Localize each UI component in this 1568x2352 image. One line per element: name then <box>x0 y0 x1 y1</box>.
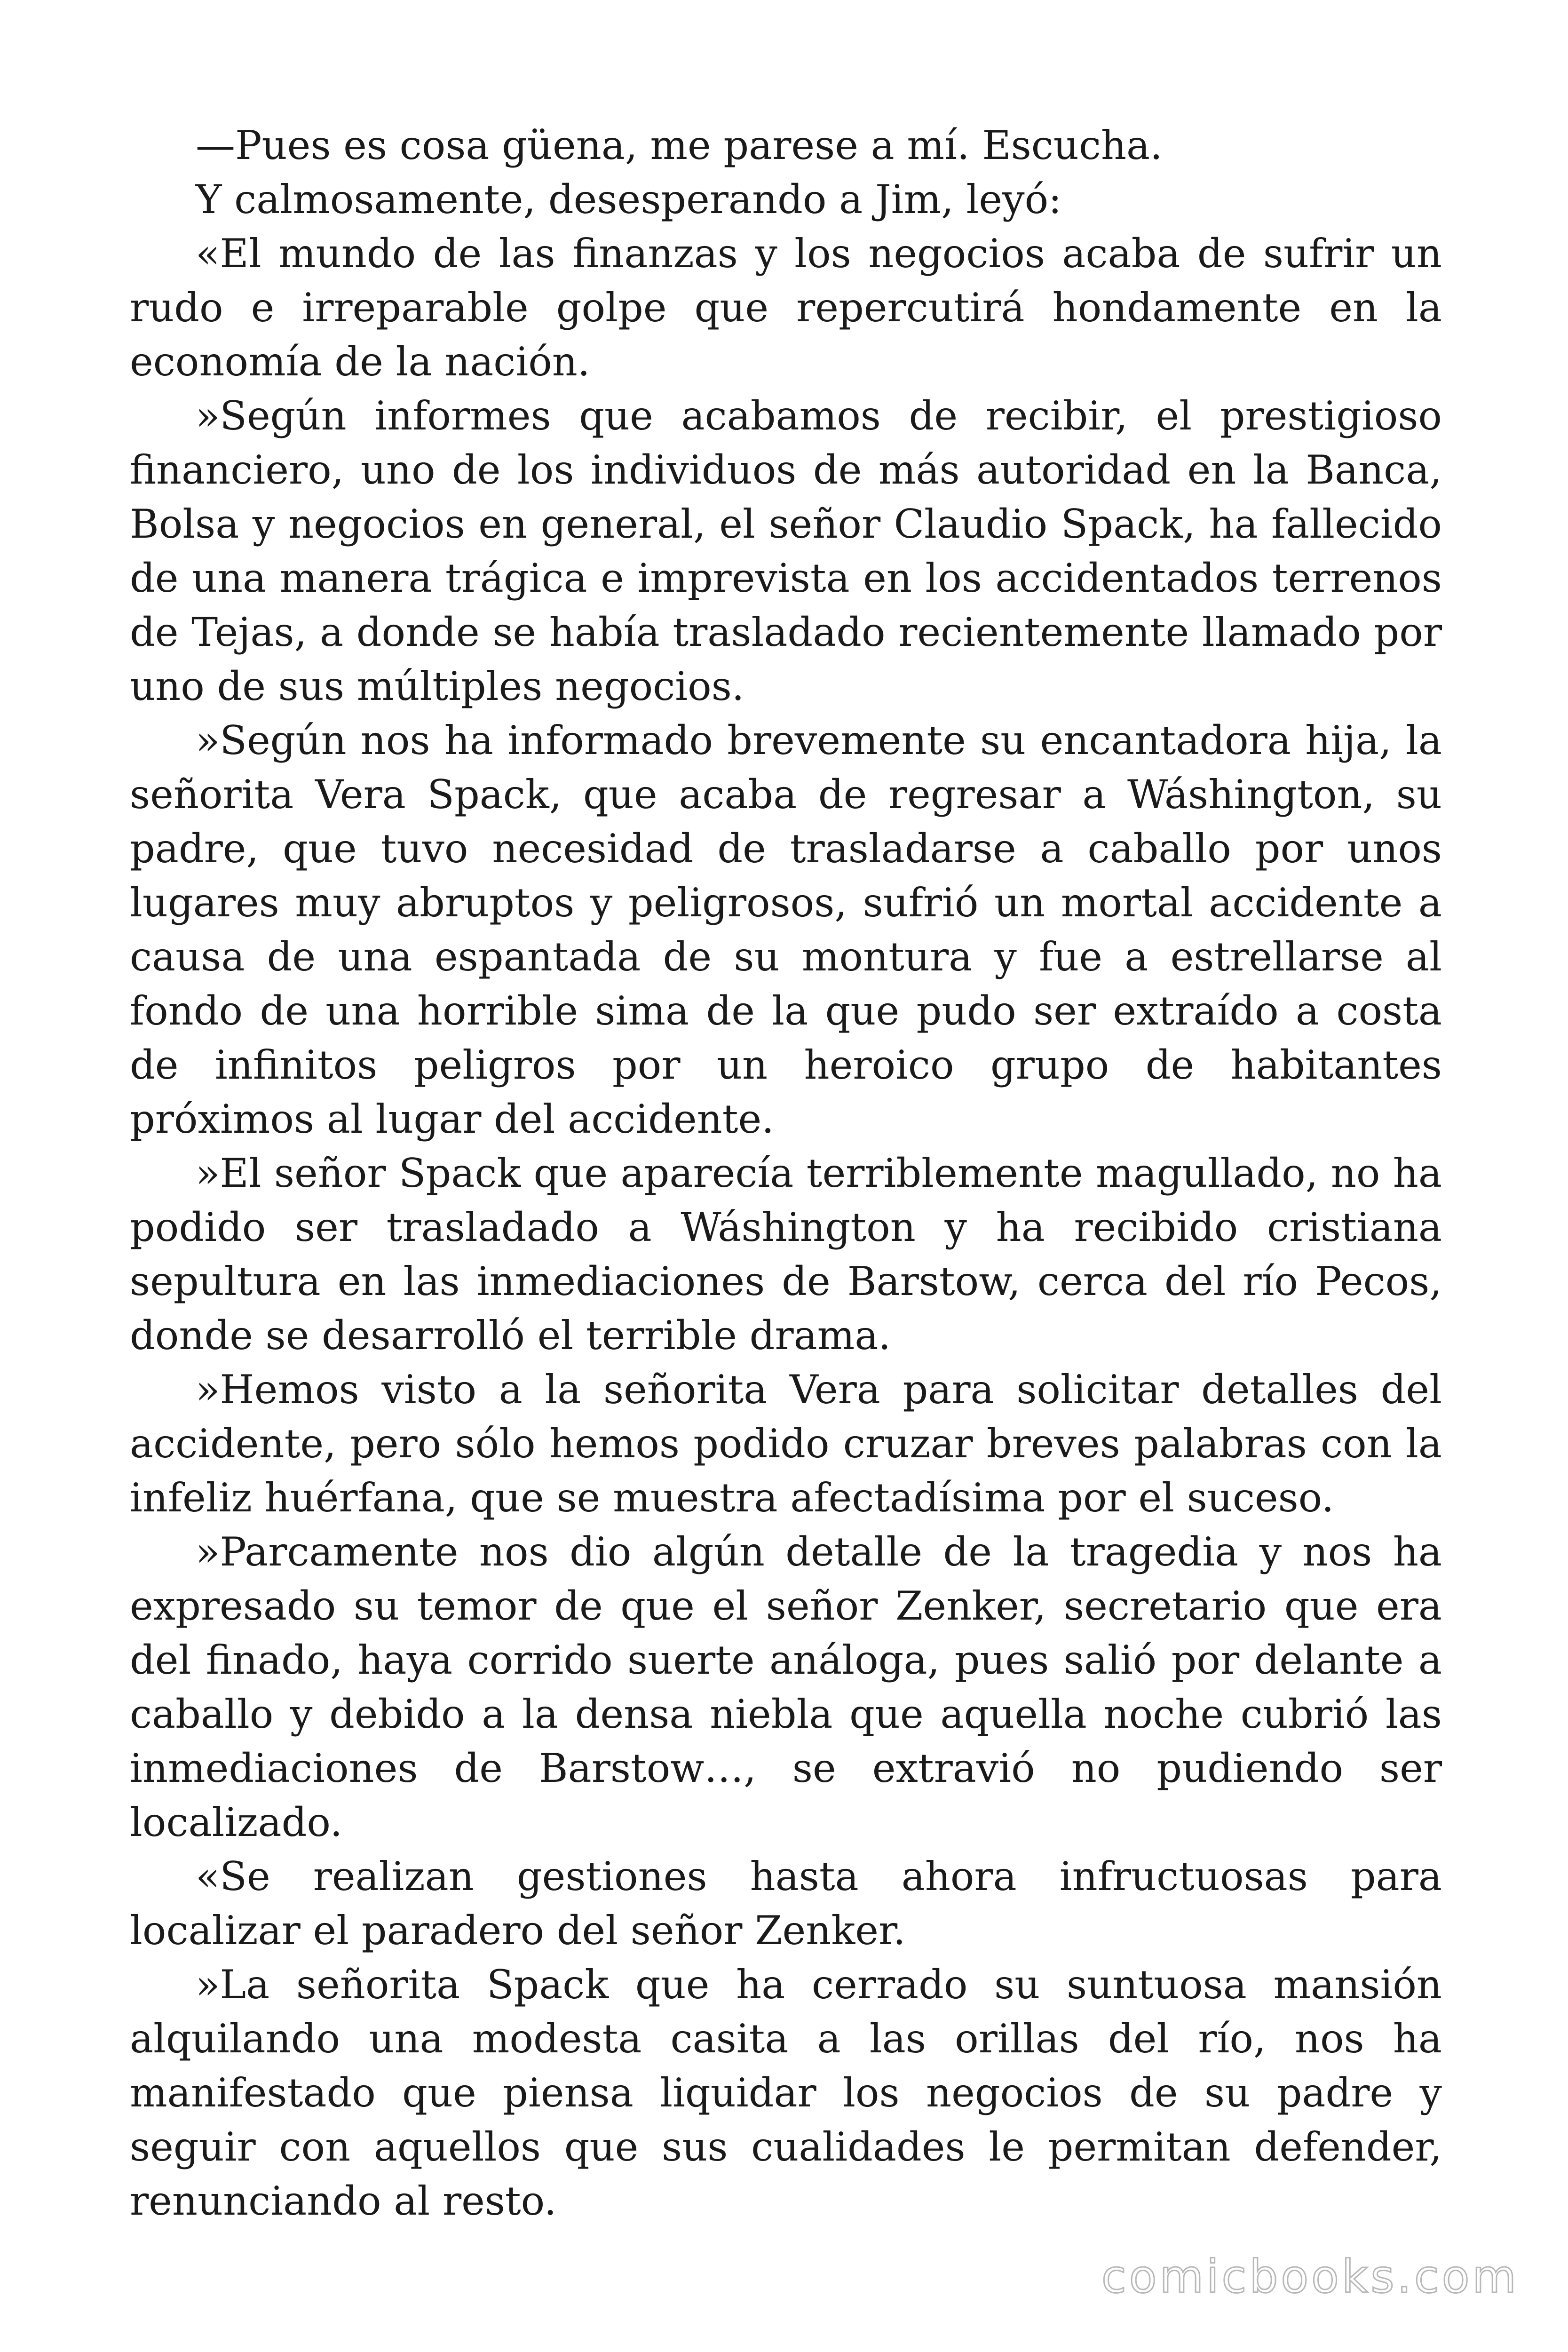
body-text <box>130 119 1442 2228</box>
paragraph-5: »Según nos ha informado brevemente su encantadora hija, la señorita Vera Spack, que acaba de regresar a Wáshington, su padre, que tuvo necesidad de trasladarse a caballo por unos lugares muy abruptos y peligrosos, sufrió un mortal accidente a causa de una espantada de su montura y fue a estrellarse al fondo de una horrible sima de la que pudo ser extraído a costa de infinitos peligros por un heroico grupo de habitantes próximos al lugar del accidente. <box>130 717 1442 1142</box>
site-watermark: comicbooks.com <box>1101 2250 1519 2303</box>
paragraph-3: «El mundo de las finanzas y los negocios acaba de sufrir un rudo e irreparable golpe que repercutirá hondamente en la economía de la nación. <box>130 230 1442 385</box>
paragraph-10: »La señorita Spack que ha cerrado su suntuosa mansión alquilando una modesta casita a las orillas del río, nos ha manifestado que piensa liquidar los negocios de su padre y seguir con aquellos que sus cualidades le permitan defender, renunciando al resto. <box>130 1962 1442 2224</box>
paragraph-8: »Parcamente nos dio algún detalle de la tragedia y nos ha expresado su temor de que el señor Zenker, secretario que era del finado, haya corrido suerte análoga, pues salió por delante a caballo y debido a la densa niebla que aquella noche cubrió las inmediaciones de Barstow…, se extravió no pudiendo ser localizado. <box>130 1529 1442 1845</box>
paragraph-7: »Hemos visto a la señorita Vera para solicitar detalles del accidente, pero sólo hemos podido cruzar breves palabras con la infeliz huérfana, que se muestra afectadísima por el suceso. <box>130 1367 1442 1521</box>
paragraph-2: Y calmosamente, desesperando a Jim, leyó: <box>196 176 1062 222</box>
paragraph-4: »Según informes que acabamos de recibir, el prestigioso financiero, uno de los individuos de más autoridad en la Banca, Bolsa y negocios en general, el señor Claudio Spack, ha fallecido de una manera trágica e imprevista en los accidentados terrenos de Tejas, a donde se había trasladado recientemente llamado por uno de sus múltiples negocios. <box>130 393 1442 709</box>
paragraph-9: «Se realizan gestiones hasta ahora infructuosas para localizar el paradero del señor Zenker. <box>130 1853 1442 1954</box>
paragraph-1: —Pues es cosa güena, me parese a mí. Escucha. <box>196 122 1163 168</box>
paragraph-6: »El señor Spack que aparecía terriblemente magullado, no ha podido ser trasladado a Wáshington y ha recibido cristiana sepultura en las inmediaciones de Barstow, cerca del río Pecos, donde se desarrolló el terrible drama. <box>130 1150 1442 1359</box>
